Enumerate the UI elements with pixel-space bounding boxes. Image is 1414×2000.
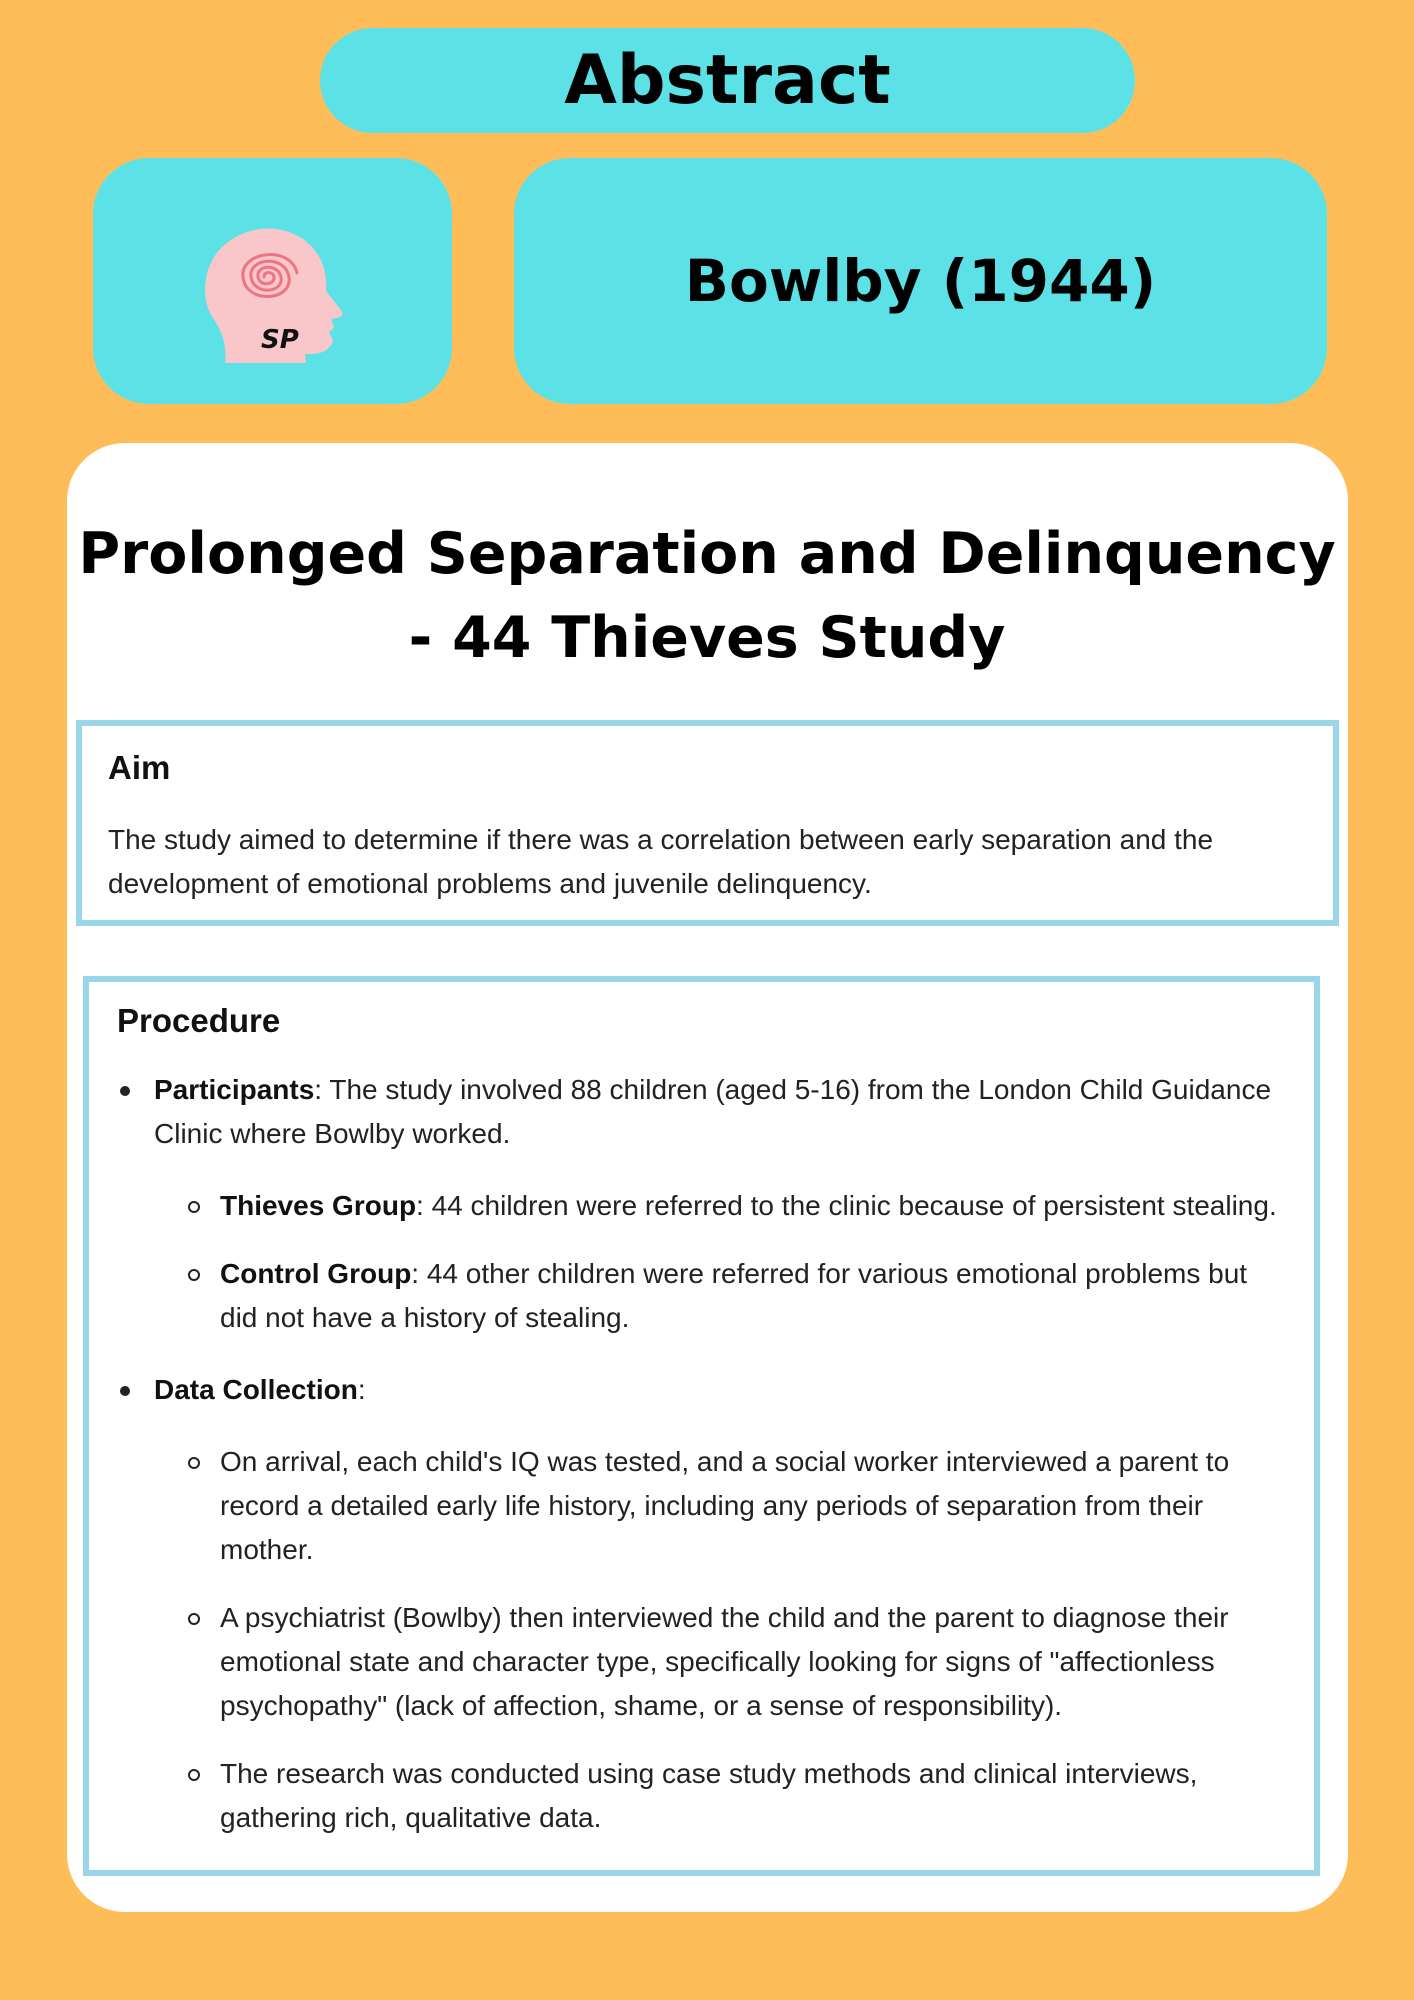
thieves-group-label: Thieves Group (220, 1190, 417, 1221)
study-title-line-2: - 44 Thieves Study (408, 605, 1006, 671)
study-title (0, 512, 1414, 680)
data-collection-label: Data Collection (154, 1374, 358, 1405)
procedure-panel (83, 976, 1320, 1876)
list-item-psychiatrist-interview: A psychiatrist (Bowlby) then interviewed the child and the parent to diagnose their emotional state and character type, specifically looking for signs of "affectionless psychopathy" (lack of affection, shame, or a sense of responsibility). (154, 1596, 1286, 1728)
study-title-line-1: Prolonged Separation and Delinquency (78, 521, 1336, 587)
list-item-thieves-group (154, 1184, 1286, 1228)
author-title-text: Bowlby (1944) (684, 247, 1157, 315)
abstract-title-text: Abstract (564, 41, 891, 120)
list-item-data-collection (117, 1368, 1286, 1840)
list-item-iq-test: On arrival, each child's IQ was tested, and a social worker interviewed a parent to record a detailed early life history, including any periods of separation from their mother. (154, 1440, 1286, 1572)
procedure-list (117, 1068, 1286, 1840)
control-group-label: Control Group (220, 1258, 412, 1289)
aim-text: The study aimed to determine if there was a correlation between early separation and the development of emotional problems and juvenile delinquency. (108, 824, 1214, 899)
thieves-group-text: : 44 children were referred to the clinic because of persistent stealing. (416, 1190, 1277, 1221)
participants-label: Participants (154, 1074, 315, 1105)
list-item-case-study-methods: The research was conducted using case study methods and clinical interviews, gathering rich, qualitative data. (154, 1752, 1286, 1840)
head-spiral-logo-icon (93, 158, 452, 404)
logo-text: SP (261, 325, 299, 355)
aim-heading: Aim (108, 749, 171, 786)
aim-panel (76, 720, 1339, 926)
participants-sublist (154, 1184, 1286, 1340)
control-group-text: : 44 other children were referred for various emotional problems but did not have a history of stealing. (220, 1258, 1248, 1333)
list-item-participants (117, 1068, 1286, 1340)
procedure-heading: Procedure (117, 1002, 281, 1039)
data-collection-sublist (154, 1440, 1286, 1840)
list-item-control-group (154, 1252, 1286, 1340)
data-collection-text: : (357, 1374, 366, 1405)
author-title (514, 158, 1327, 404)
abstract-title (320, 28, 1135, 133)
logo-box (93, 158, 452, 404)
participants-text: : The study involved 88 children (aged 5-16) from the London Child Guidance Clinic where Bowlby worked. (154, 1074, 1272, 1149)
